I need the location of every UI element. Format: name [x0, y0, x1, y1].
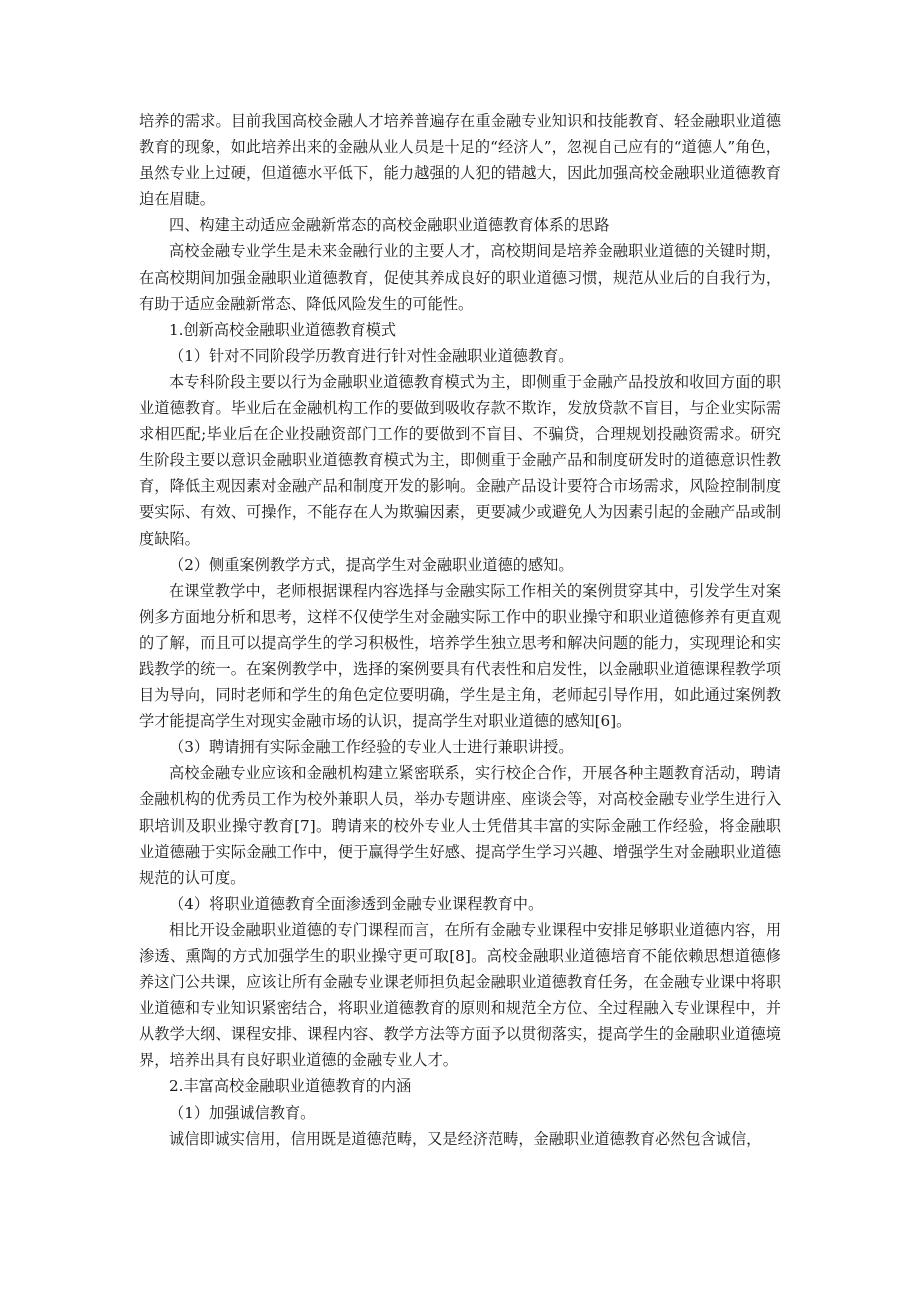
item-heading: （2）侧重案例教学方式，提高学生对金融职业道德的感知。	[169, 555, 574, 574]
item-heading: （4）将职业道德教育全面渗透到金融专业课程教育中。	[169, 894, 544, 913]
paragraph: 相比开设金融职业道德的专门课程而言，在所有金融专业课程中安排足够职业道德内容，用渗透、熏陶的方式加强学生的职业操守更可取[8]。高校金融职业道德培育不能依赖思想道德修养这门公共课，应该让所有金融专业课老师担负起金融职业道德教育任务，在金融专业课中将职业道德和专业知识紧密结合，将职业道德教育的原则和规范全方位、全过程融入专业课程中，并从教学大纲、课程安排、课程内容、教学方法等方面予以贯彻落实，提高学生的金融职业道德境界，培养出具有良好职业道德的金融专业人才。	[139, 920, 781, 1070]
paragraph: 诚信即诚实信用，信用既是道德范畴，又是经济范畴，金融职业道德教育必然包含诚信，	[169, 1129, 762, 1148]
subsection-heading: 1.创新高校金融职业道德教育模式	[169, 320, 397, 339]
paragraph: 在课堂教学中，老师根据课程内容选择与金融实际工作相关的案例贯穿其中，引发学生对案例多方面地分析和思考，这样不仅使学生对金融实际工作中的职业操守和职业道德修养有更直观的了解，而且可以提高学生的学习积极性，培养学生独立思考和解决问题的能力，实现理论和实践教学的统一。在案例教学中，选择的案例要具有代表性和启发性，以金融职业道德课程教学项目为导向，同时老师和学生的角色定位要明确，学生是主角，老师起引导作用，如此通过案例教学才能提高学生对现实金融市场的认识，提高学生对职业道德的感知[6]。	[139, 581, 781, 731]
paragraph: 培养的需求。目前我国高校金融人才培养普遍存在重金融专业知识和技能教育、轻金融职业道德教育的现象，如此培养出来的金融从业人员是十足的“经济人”，忽视自己应有的“道德人”角色，虽然专业上过硬，但道德水平低下，能力越强的人犯的错越大，因此加强高校金融职业道德教育迫在眉睫。	[139, 112, 781, 209]
item-heading: （3）聘请拥有实际金融工作经验的专业人士进行兼职讲授。	[169, 738, 574, 757]
item-heading: （1）加强诚信教育。	[169, 1103, 316, 1122]
paragraph: 本专科阶段主要以行为金融职业道德教育模式为主，即侧重于金融产品投放和收回方面的职业道德教育。毕业后在金融机构工作的要做到吸收存款不欺诈，发放贷款不盲目，与企业实际需求相匹配;毕业后在企业投融资部门工作的要做到不盲目、不骗贷，合理规划投融资需求。研究生阶段主要以意识金融职业道德教育模式为主，即侧重于金融产品和制度研发时的道德意识性教育，降低主观因素对金融产品和制度开发的影响。金融产品设计要符合市场需求，风险控制制度要实际、有效、可操作，不能存在人为欺骗因素，更要减少或避免人为因素引起的金融产品或制度缺陷。	[139, 372, 781, 548]
paragraph: 高校金融专业学生是未来金融行业的主要人才，高校期间是培养金融职业道德的关键时期，在高校期间加强金融职业道德教育，促使其养成良好的职业道德习惯，规范从业后的自我行为，有助于适应金融新常态、降低风险发生的可能性。	[139, 242, 781, 313]
section-heading: 四、构建主动适应金融新常态的高校金融职业道德教育体系的思路	[169, 216, 610, 235]
item-heading: （1）针对不同阶段学历教育进行针对性金融职业道德教育。	[169, 346, 574, 365]
subsection-heading: 2.丰富高校金融职业道德教育的内涵	[169, 1077, 412, 1096]
document-body	[139, 108, 781, 1152]
paragraph: 高校金融专业应该和金融机构建立紧密联系，实行校企合作，开展各种主题教育活动，聘请金融机构的优秀员工作为校外兼职人员，举办专题讲座、座谈会等，对高校金融专业学生进行入职培训及职业操守教育[7]。聘请来的校外专业人士凭借其丰富的实际金融工作经验，将金融职业道德融于实际金融工作中，便于赢得学生好感、提高学生学习兴趣、增强学生对金融职业道德规范的认可度。	[139, 764, 781, 887]
